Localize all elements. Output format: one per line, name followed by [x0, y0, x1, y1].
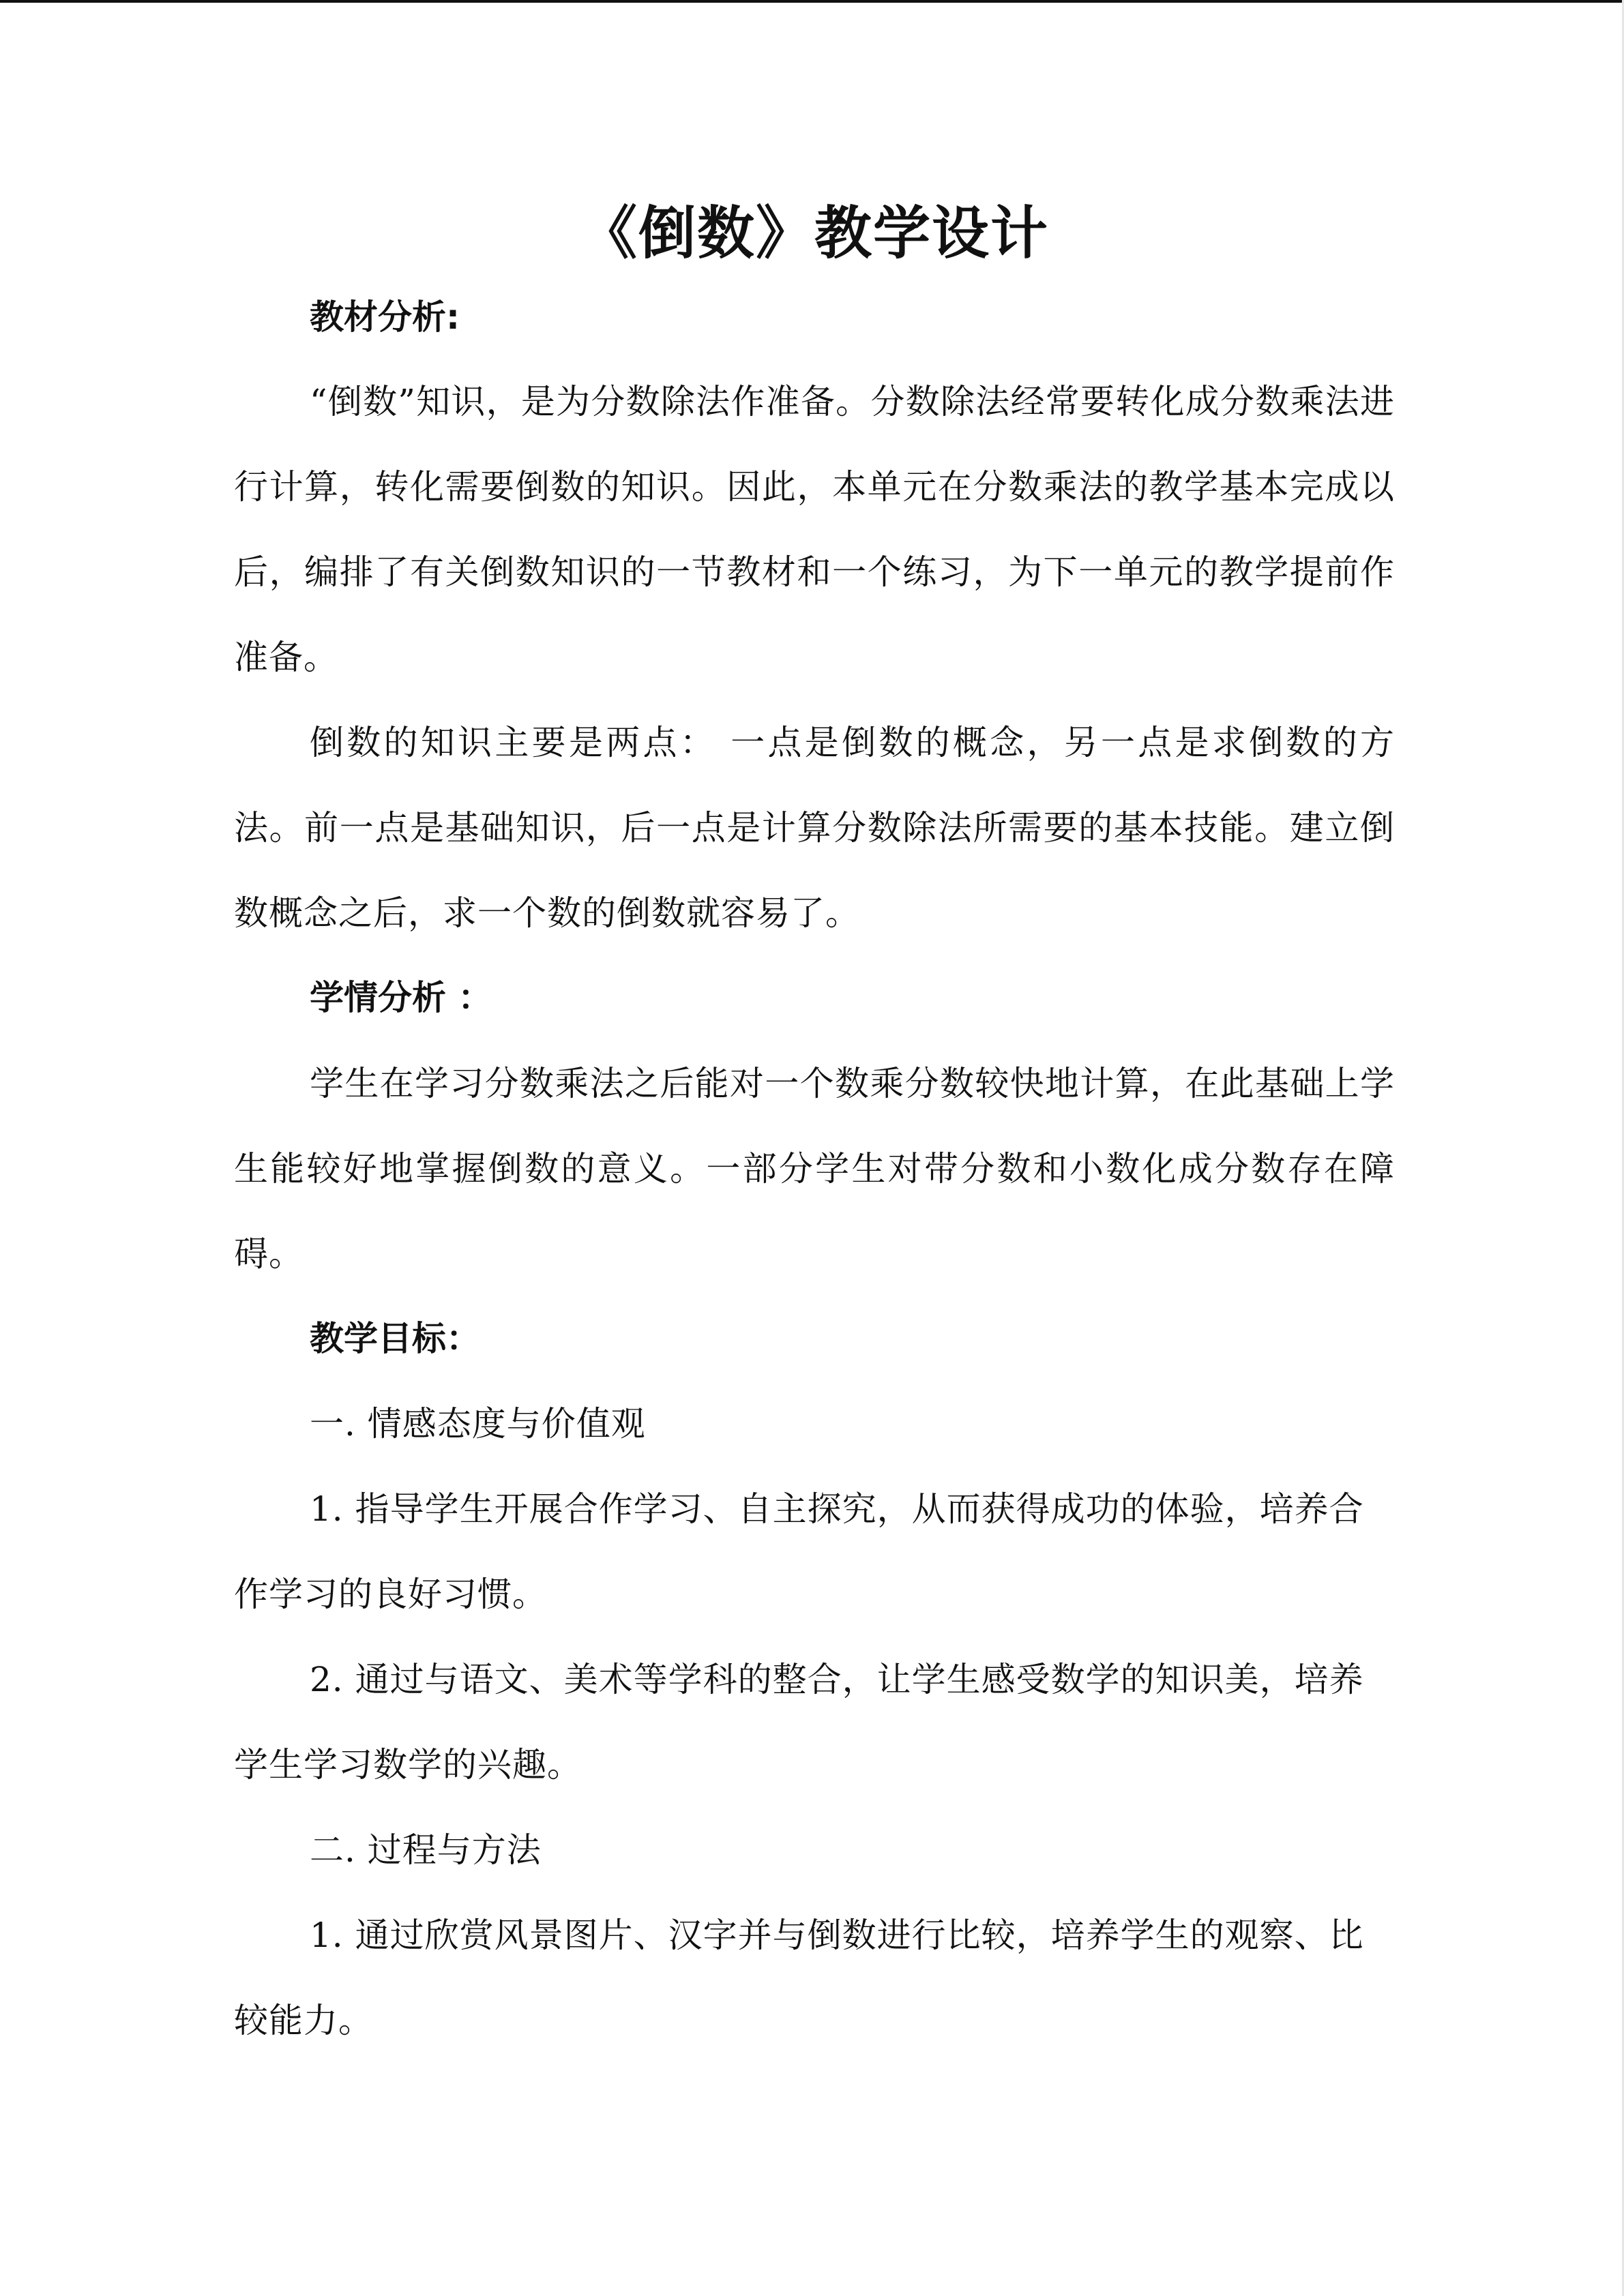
- goal-2-item-1: 1. 通过欣赏风景图片、汉字并与倒数进行比较，培养学生的观察、比较能力。: [234, 1915, 1364, 2040]
- paragraph-material-analysis-1: “倒数”知识，是为分数除法作准备。分数除法经常要转化成分数乘法进行计算，转化需要倒数的知识。因此，本单元在分数乘法的教学基本完成以后，编排了有关倒数知识的一节教材和一个练习，为下一单元的教学提前作准备。: [234, 382, 1395, 677]
- goal-1-title: 一. 情感态度与价值观: [310, 1404, 646, 1444]
- goal-2-title: 二. 过程与方法: [310, 1830, 542, 1870]
- heading-teaching-goals: 教学目标：: [310, 1319, 480, 1358]
- goal-1-item-1: 1. 指导学生开展合作学习、自主探究，从而获得成功的体验，培养合作学习的良好习惯。: [234, 1489, 1364, 1614]
- paragraph-student-analysis: 学生在学习分数乘法之后能对一个数乘分数较快地计算，在此基础上学生能较好地掌握倒数的意义。一部分学生对带分数和小数化成分数存在障碍。: [234, 1064, 1395, 1274]
- heading-student-analysis: 学情分析 ：: [310, 978, 492, 1017]
- heading-material-analysis: 教材分析:: [310, 297, 460, 337]
- page-top-border: [0, 0, 1624, 3]
- goal-1-item-2: 2. 通过与语文、美术等学科的整合，让学生感受数学的知识美，培养学生学习数学的兴趣。: [234, 1660, 1364, 1785]
- document-title: 《倒数》教学设计: [579, 200, 1049, 267]
- paragraph-material-analysis-2: 倒数的知识主要是两点： 一点是倒数的概念，另一点是求倒数的方法。前一点是基础知识，后一点是计算分数除法所需要的基本技能。建立倒数概念之后，求一个数的倒数就容易了。: [234, 723, 1395, 933]
